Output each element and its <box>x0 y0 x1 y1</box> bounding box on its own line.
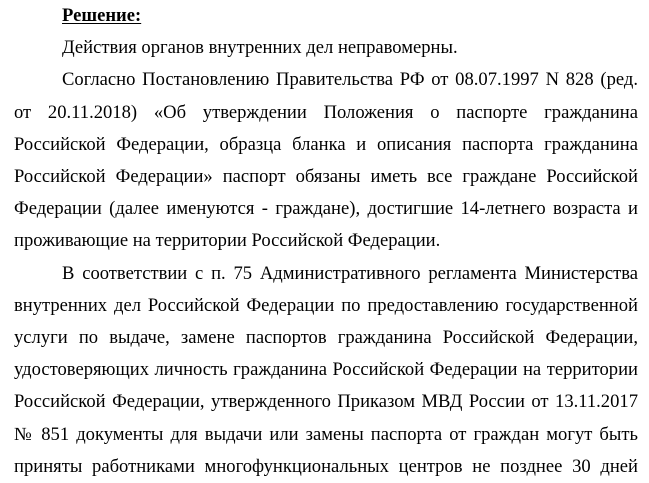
text-line: Российской Федерации» паспорт обязаны иметь все граждане Российской <box>14 166 638 188</box>
text-line: Действия органов внутренних дел неправомерны. <box>62 37 458 59</box>
text-line: № 851 документы для выдачи или замены паспорта от граждан могут быть <box>14 423 638 445</box>
text-line: Согласно Постановлению Правительства РФ от 08.07.1997 N 828 (ред. <box>62 69 638 91</box>
document-page <box>14 0 638 483</box>
text-line: внутренних дел Российской Федерации по предоставлению государственной <box>14 294 638 316</box>
text-line: В соответствии с п. 75 Административного регламента Министерства <box>62 262 638 284</box>
text-line: Российской Федерации, образца бланка и описания паспорта гражданина <box>14 133 638 155</box>
text-line: проживающие на территории Российской Федерации. <box>14 230 441 252</box>
text-line: удостоверяющих личность гражданина Российской Федерации на территории <box>14 359 638 381</box>
text-line: услуги по выдаче, замене паспортов гражданина Российской Федерации, <box>14 327 638 349</box>
paragraph-admin-regulation <box>14 258 638 483</box>
text-line: Федерации (далее именуются - граждане), достигшие 14-летнего возраста и <box>14 198 638 220</box>
text-line: Российской Федерации, утвержденного Приказом МВД России от 13.11.2017 <box>14 391 638 413</box>
paragraph-regulation <box>14 64 638 257</box>
text-line: приняты работниками многофункциональных центров не позднее 30 дней <box>14 455 638 477</box>
text-line: от 20.11.2018) «Об утверждении Положения о паспорте гражданина <box>14 101 638 123</box>
paragraph-verdict <box>14 32 638 64</box>
solution-heading: Решение: <box>62 5 142 26</box>
